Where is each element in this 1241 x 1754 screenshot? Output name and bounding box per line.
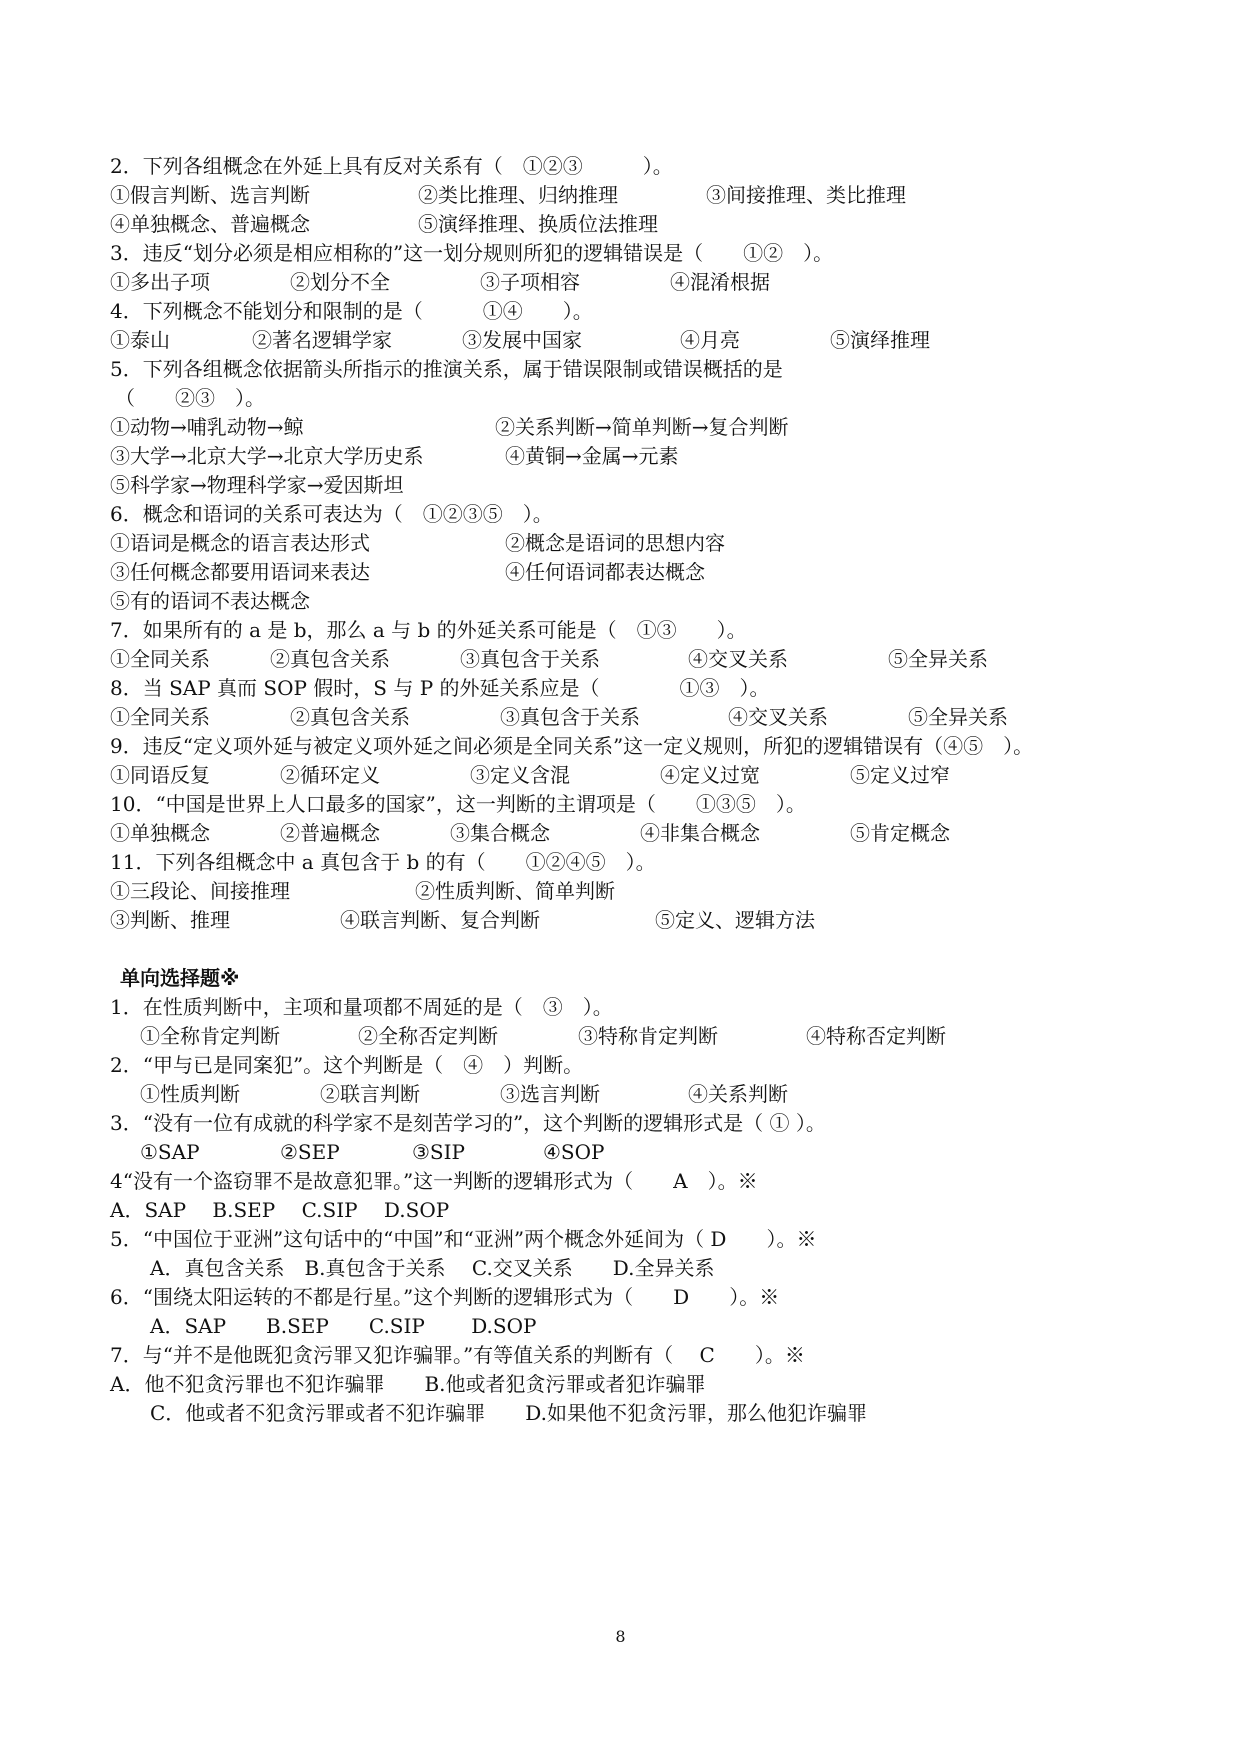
option-text: ①三段论、间接推理	[110, 879, 290, 903]
option-text: ①泰山	[110, 328, 170, 352]
option-text: ②概念是语词的思想内容	[505, 531, 725, 555]
option-text: ①全同关系	[110, 647, 210, 671]
option-text: ②真包含关系	[290, 705, 410, 729]
text-segment: 6．“围绕太阳运转的不都是行星。”这个判断的逻辑形式为（ D ）。※	[110, 1285, 780, 1309]
text-segment: 6．概念和语词的关系可表达为（ ①②③⑤ ）。	[110, 502, 553, 526]
option-text: ④联言判断、复合判断	[340, 908, 540, 932]
option-text: ②循环定义	[280, 763, 380, 787]
option-text: ④交叉关系	[688, 647, 788, 671]
option-text: ②联言判断	[320, 1082, 420, 1106]
option-text: ④特称否定判断	[806, 1024, 946, 1048]
option-text: ②SEP	[280, 1140, 340, 1164]
option-text: ③大学→北京大学→北京大学历史系	[110, 444, 424, 468]
option-text: ①全同关系	[110, 705, 210, 729]
text-segment: 3．违反“划分必须是相应相称的”这一划分规则所犯的逻辑错误是（ ①② ）。	[110, 241, 834, 265]
text-segment: 5．下列各组概念依据箭头所指示的推演关系，属于错误限制或错误概括的是	[110, 357, 783, 381]
option-text: ⑤肯定概念	[850, 821, 950, 845]
option-text: ①动物→哺乳动物→鲸	[110, 415, 304, 439]
option-text: A．SAP B.SEP C.SIP D.SOP	[110, 1198, 450, 1222]
option-text: ①语词是概念的语言表达形式	[110, 531, 370, 555]
option-text: ②划分不全	[290, 270, 390, 294]
text-segment: 2．下列各组概念在外延上具有反对关系有（ ①②③ ）。	[110, 154, 673, 178]
text-segment: （ ②③ ）。	[115, 386, 265, 410]
text-segment: 4“没有一个盗窃罪不是故意犯罪。”这一判断的逻辑形式为（ A ）。※	[110, 1169, 758, 1193]
text-segment: 4．下列概念不能划分和限制的是（ ①④ ）。	[110, 299, 593, 323]
option-text: ②性质判断、简单判断	[415, 879, 615, 903]
option-text: ③选言判断	[500, 1082, 600, 1106]
text-segment: 10．“中国是世界上人口最多的国家”，这一判断的主谓项是（ ①③⑤ ）。	[110, 792, 806, 816]
section-heading-text: 单向选择题※	[120, 966, 240, 990]
option-text: ⑤科学家→物理科学家→爱因斯坦	[110, 473, 404, 497]
text-segment: 7．如果所有的 a 是 b，那么 a 与 b 的外延关系可能是（ ①③ ）。	[110, 618, 747, 642]
option-text: ①假言判断、选言判断	[110, 183, 310, 207]
option-text: ④SOP	[543, 1140, 605, 1164]
option-text: ③特称肯定判断	[578, 1024, 718, 1048]
option-text: A．SAP B.SEP C.SIP D.SOP	[150, 1314, 537, 1338]
option-text: ⑤全异关系	[908, 705, 1008, 729]
option-text: ②关系判断→简单判断→复合判断	[495, 415, 789, 439]
option-text: ④月亮	[680, 328, 740, 352]
option-text: ③任何概念都要用语词来表达	[110, 560, 370, 584]
option-text: A．他不犯贪污罪也不犯诈骗罪 B.他或者犯贪污罪或者犯诈骗罪	[110, 1372, 706, 1396]
text-segment: 1．在性质判断中，主项和量项都不周延的是（ ③ ）。	[110, 995, 613, 1019]
option-text: ①性质判断	[140, 1082, 240, 1106]
text-segment: 3．“没有一位有成就的科学家不是刻苦学习的”，这个判断的逻辑形式是（ ① ）。	[110, 1111, 826, 1135]
option-text: ③定义含混	[470, 763, 570, 787]
option-text: ③发展中国家	[462, 328, 582, 352]
option-text: C．他或者不犯贪污罪或者不犯诈骗罪 D.如果他不犯贪污罪，那么他犯诈骗罪	[150, 1401, 867, 1425]
text-segment: 9．违反“定义项外延与被定义项外延之间必须是全同关系”这一定义规则，所犯的逻辑错误有（④⑤ ）。	[110, 734, 1034, 758]
option-text: ③判断、推理	[110, 908, 230, 932]
option-text: ①同语反复	[110, 763, 210, 787]
text-segment: 5．“中国位于亚洲”这句话中的“中国”和“亚洲”两个概念外延间为（ D ）。※	[110, 1227, 817, 1251]
option-text: ③集合概念	[450, 821, 550, 845]
option-text: ⑤演绎推理、换质位法推理	[418, 212, 658, 236]
option-text: ③真包含于关系	[460, 647, 600, 671]
option-text: ①SAP	[140, 1140, 200, 1164]
text-segment: 7．与“并不是他既犯贪污罪又犯诈骗罪。”有等值关系的判断有（ C ）。※	[110, 1343, 805, 1367]
option-text: ⑤定义、逻辑方法	[655, 908, 815, 932]
option-text: ⑤全异关系	[888, 647, 988, 671]
option-text: ③SIP	[412, 1140, 465, 1164]
option-text: A．真包含关系 B.真包含于关系 C.交叉关系 D.全异关系	[150, 1256, 715, 1280]
option-text: ②著名逻辑学家	[252, 328, 392, 352]
option-text: ④交叉关系	[728, 705, 828, 729]
option-text: ①多出子项	[110, 270, 210, 294]
text-segment: 8．当 SAP 真而 SOP 假时，S 与 P 的外延关系应是（ ①③ ）。	[110, 676, 770, 700]
option-text: ⑤定义过窄	[850, 763, 950, 787]
option-text: ④非集合概念	[640, 821, 760, 845]
option-text: ①全称肯定判断	[140, 1024, 280, 1048]
option-text: ④单独概念、普遍概念	[110, 212, 310, 236]
text-segment: 11．下列各组概念中 a 真包含于 b 的有（ ①②④⑤ ）。	[110, 850, 656, 874]
option-text: ①单独概念	[110, 821, 210, 845]
option-text: ②全称否定判断	[358, 1024, 498, 1048]
option-text: ④黄铜→金属→元素	[505, 444, 679, 468]
option-text: ④任何语词都表达概念	[505, 560, 705, 584]
option-text: ④关系判断	[688, 1082, 788, 1106]
page-number: 8	[615, 1627, 626, 1646]
option-text: ③子项相容	[480, 270, 580, 294]
option-text: ③真包含于关系	[500, 705, 640, 729]
option-text: ⑤有的语词不表达概念	[110, 589, 310, 613]
option-text: ④混淆根据	[670, 270, 770, 294]
text-segment: 2．“甲与已是同案犯”。这个判断是（ ④ ）判断。	[110, 1053, 584, 1077]
option-text: ④定义过宽	[660, 763, 760, 787]
option-text: ②真包含关系	[270, 647, 390, 671]
option-text: ⑤演绎推理	[830, 328, 930, 352]
option-text: ②普遍概念	[280, 821, 380, 845]
option-text: ②类比推理、归纳推理	[418, 183, 618, 207]
option-text: ③间接推理、类比推理	[706, 183, 906, 207]
